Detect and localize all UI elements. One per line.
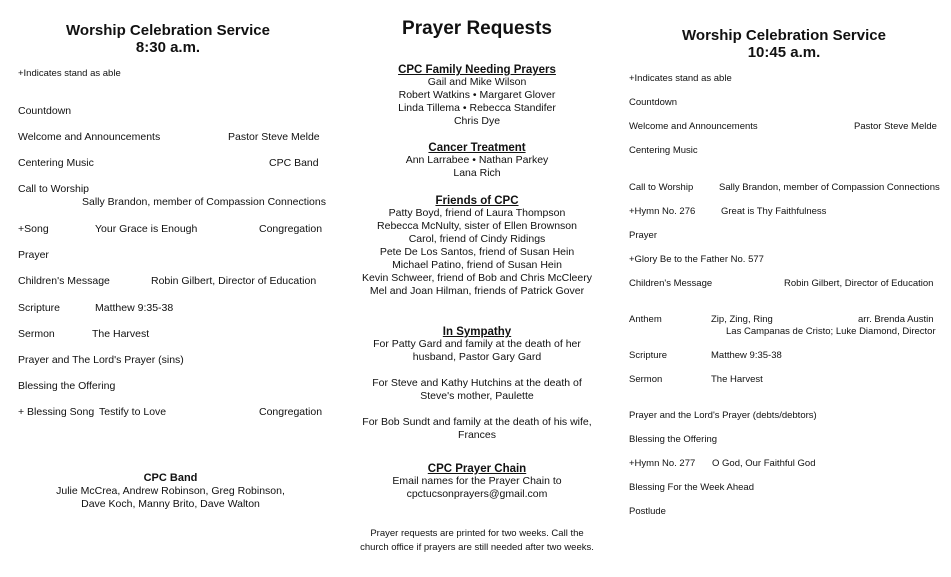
left-song: +Song bbox=[18, 223, 49, 235]
sympathy-line: For Bob Sundt and family at the death of his wife, bbox=[362, 416, 592, 428]
left-call-to-worship: Call to Worship bbox=[18, 183, 89, 195]
right-call-to-worship: Call to Worship bbox=[629, 182, 694, 193]
families-line: Gail and Mike Wilson bbox=[427, 76, 527, 88]
right-childrens-leader: Robin Gilbert, Director of Education bbox=[784, 278, 934, 289]
sympathy-section bbox=[343, 326, 611, 442]
left-lords-prayer: Prayer and The Lord's Prayer (sins) bbox=[18, 354, 184, 366]
right-scripture: Scripture bbox=[629, 350, 668, 361]
left-countdown: Countdown bbox=[18, 105, 72, 117]
right-service-title bbox=[629, 27, 939, 61]
right-centering: Centering Music bbox=[629, 145, 698, 156]
left-sermon-title: The Harvest bbox=[92, 328, 150, 340]
left-prayer: Prayer bbox=[18, 249, 49, 261]
left-centering: Centering Music bbox=[18, 157, 94, 169]
prayer-chain-section bbox=[343, 463, 611, 501]
prayer-chain-header: CPC Prayer Chain bbox=[427, 463, 527, 475]
right-offering: Blessing the Offering bbox=[629, 434, 718, 445]
left-time-text: 8:30 a.m. bbox=[135, 39, 201, 56]
left-welcome: Welcome and Announcements bbox=[18, 131, 161, 143]
sympathy-header: In Sympathy bbox=[442, 326, 512, 338]
families-header: CPC Family Needing Prayers bbox=[398, 64, 556, 76]
friends-line: Kevin Schweer, friend of Bob and Chris McCleery bbox=[362, 272, 592, 284]
left-childrens-message: Children's Message bbox=[18, 275, 110, 287]
families-section bbox=[343, 64, 611, 128]
left-service-title bbox=[18, 22, 318, 56]
left-call-leader: Sally Brandon, member of Compassion Connections bbox=[82, 196, 326, 208]
sympathy-line: For Patty Gard and family at the death of her bbox=[373, 338, 581, 350]
left-song-title: Your Grace is Enough bbox=[95, 223, 198, 235]
friends-line: Patty Boyd, friend of Laura Thompson bbox=[388, 207, 566, 219]
right-anthem: Anthem bbox=[629, 314, 662, 325]
sympathy-line: husband, Pastor Gary Gard bbox=[412, 351, 542, 363]
right-sermon-title: The Harvest bbox=[711, 374, 763, 385]
right-childrens-message: Children's Message bbox=[629, 278, 713, 289]
prayer-footer-line: Prayer requests are printed for two weeks. Call the bbox=[370, 528, 584, 539]
band-title: CPC Band bbox=[143, 472, 198, 484]
right-hymn-277: +Hymn No. 277 bbox=[629, 458, 696, 469]
left-title-text: Worship Celebration Service bbox=[66, 22, 270, 39]
band-line: Julie McCrea, Andrew Robinson, Greg Robinson, bbox=[56, 485, 285, 497]
right-glory-be: +Glory Be to the Father No. 577 bbox=[629, 254, 764, 265]
cancer-section bbox=[343, 142, 611, 180]
right-anthem-title: Zip, Zing, Ring bbox=[711, 314, 773, 325]
left-blessing-song-title: Testify to Love bbox=[99, 406, 167, 418]
right-countdown: Countdown bbox=[629, 97, 678, 108]
sympathy-line: Frances bbox=[458, 429, 496, 441]
sympathy-line: Steve's mother, Paulette bbox=[420, 390, 534, 402]
right-lords-prayer: Prayer and the Lord's Prayer (debts/debtors) bbox=[629, 410, 817, 421]
friends-section bbox=[333, 195, 621, 298]
right-hymn-277-title: O God, Our Faithful God bbox=[712, 458, 816, 469]
prayer-footer-line: church office if prayers are still needed after two weeks. bbox=[360, 542, 594, 553]
friends-line: Rebecca McNulty, sister of Ellen Brownson bbox=[377, 220, 577, 232]
band-line: Dave Koch, Manny Brito, Dave Walton bbox=[81, 498, 260, 510]
right-welcome: Welcome and Announcements bbox=[629, 121, 758, 132]
right-sermon: Sermon bbox=[629, 374, 663, 385]
right-call-leader: Sally Brandon, member of Compassion Connections bbox=[719, 182, 940, 193]
left-welcome-leader: Pastor Steve Melde bbox=[228, 131, 320, 143]
left-sermon: Sermon bbox=[18, 328, 55, 340]
right-welcome-leader: Pastor Steve Melde bbox=[854, 121, 937, 132]
right-anthem-leader: Las Campanas de Cristo; Luke Diamond, Director bbox=[726, 326, 936, 337]
left-blessing-song: + Blessing Song bbox=[18, 406, 95, 418]
right-anthem-arranger: arr. Brenda Austin bbox=[858, 314, 934, 325]
cancer-header: Cancer Treatment bbox=[428, 142, 526, 154]
friends-line: Carol, friend of Cindy Ridings bbox=[408, 233, 546, 245]
prayer-chain-line: Email names for the Prayer Chain to bbox=[392, 475, 562, 487]
right-stand-note: +Indicates stand as able bbox=[629, 73, 732, 84]
cancer-line: Ann Larrabee • Nathan Parkey bbox=[405, 154, 549, 166]
right-blessing-week: Blessing For the Week Ahead bbox=[629, 482, 754, 493]
families-line: Robert Watkins • Margaret Glover bbox=[398, 89, 556, 101]
prayer-chain-email: cpctucsonprayers@gmail.com bbox=[406, 488, 548, 500]
right-hymn-276: +Hymn No. 276 bbox=[629, 206, 696, 217]
left-scripture-ref: Matthew 9:35-38 bbox=[95, 302, 174, 314]
families-line: Linda Tillema • Rebecca Standifer bbox=[398, 102, 556, 114]
left-offering: Blessing the Offering bbox=[18, 380, 116, 392]
friends-line: Michael Patino, friend of Susan Hein bbox=[392, 259, 562, 271]
friends-line: Mel and Joan Hilman, friends of Patrick Gover bbox=[369, 285, 585, 297]
right-title-text: Worship Celebration Service bbox=[682, 27, 886, 44]
left-blessing-song-leader: Congregation bbox=[259, 406, 323, 418]
band-section bbox=[18, 472, 323, 511]
prayer-footer bbox=[333, 527, 621, 555]
right-hymn-276-title: Great is Thy Faithfulness bbox=[721, 206, 827, 217]
sympathy-line: For Steve and Kathy Hutchins at the death of bbox=[372, 377, 582, 389]
prayer-requests-title: Prayer Requests bbox=[402, 18, 552, 39]
left-song-leader: Congregation bbox=[259, 223, 323, 235]
left-scripture: Scripture bbox=[18, 302, 61, 314]
right-time-text: 10:45 a.m. bbox=[747, 44, 821, 61]
cancer-line: Lana Rich bbox=[453, 167, 501, 179]
families-line: Chris Dye bbox=[453, 115, 501, 127]
left-centering-leader: CPC Band bbox=[269, 157, 319, 169]
left-stand-note: +Indicates stand as able bbox=[18, 68, 121, 79]
left-childrens-leader: Robin Gilbert, Director of Education bbox=[151, 275, 317, 287]
right-scripture-ref: Matthew 9:35-38 bbox=[711, 350, 782, 361]
right-prayer: Prayer bbox=[629, 230, 657, 241]
friends-line: Pete De Los Santos, friend of Susan Hein bbox=[379, 246, 575, 258]
friends-header: Friends of CPC bbox=[435, 195, 519, 207]
right-postlude: Postlude bbox=[629, 506, 666, 517]
